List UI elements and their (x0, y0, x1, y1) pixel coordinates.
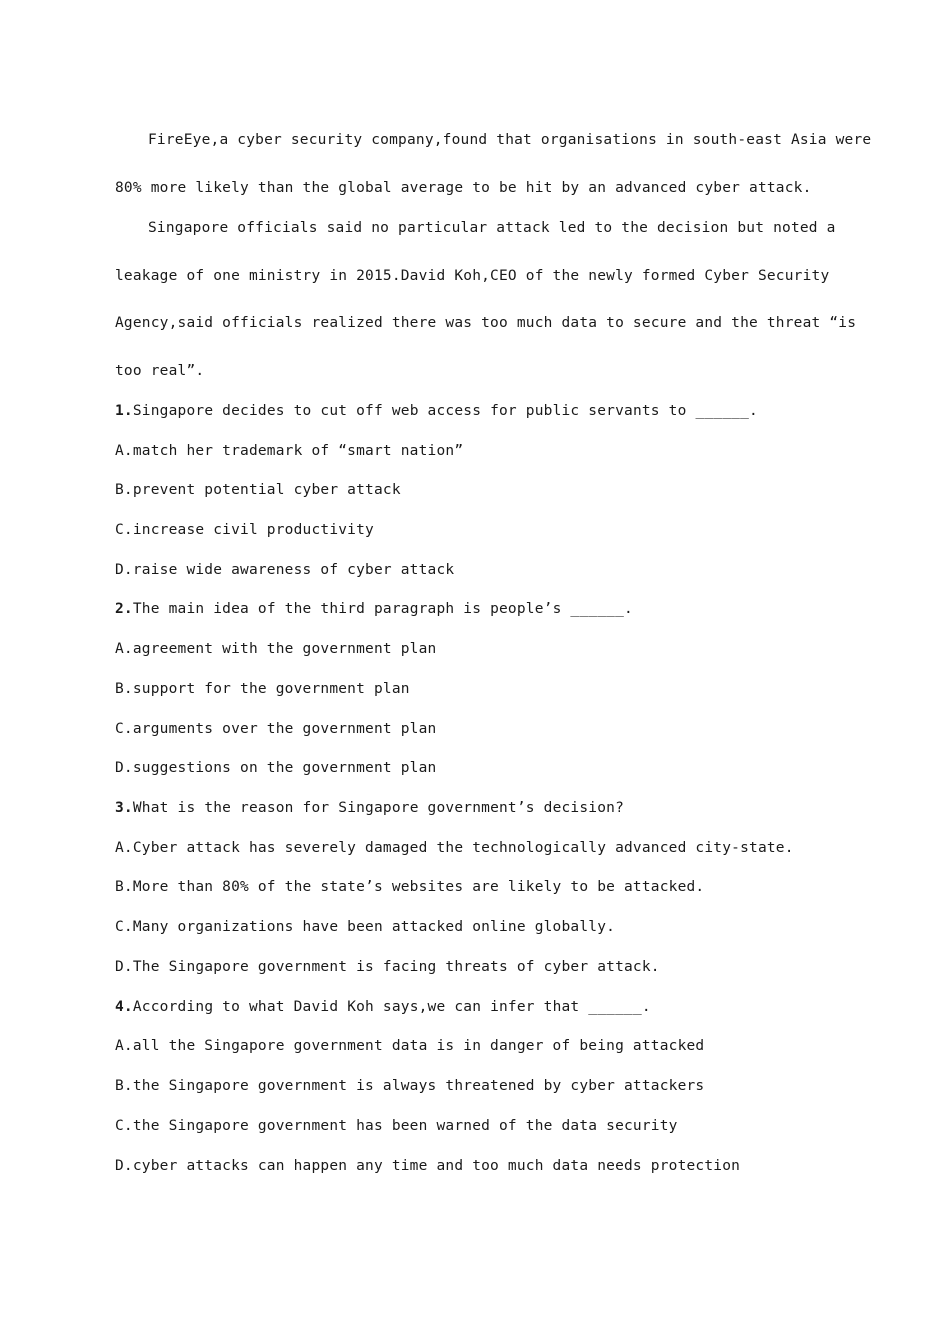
option-4d: D.cyber attacks can happen any time and too much data needs protection (115, 1158, 741, 1174)
option-4a: A.all the Singapore government data is in danger of being attacked (115, 1038, 705, 1054)
option-2b: B.support for the government plan (115, 681, 410, 697)
option-1d: D.raise wide awareness of cyber attack (115, 562, 455, 578)
question-3 (115, 800, 624, 816)
option-3d: D.The Singapore government is facing threats of cyber attack. (115, 959, 660, 975)
passage-line: FireEye,a cyber security company,found that organisations in south-east Asia were (148, 132, 872, 148)
option-4b: B.the Singapore government is always threatened by cyber attackers (115, 1078, 705, 1094)
question-number: 4. (115, 999, 133, 1015)
question-1 (115, 403, 758, 419)
option-1a: A.match her trademark of “smart nation” (115, 443, 464, 459)
option-3a: A.Cyber attack has severely damaged the technologically advanced city-state. (115, 840, 794, 856)
option-1b: B.prevent potential cyber attack (115, 482, 401, 498)
question-2 (115, 601, 633, 617)
passage-line: leakage of one ministry in 2015.David Koh,CEO of the newly formed Cyber Security (115, 268, 830, 284)
question-stem: What is the reason for Singapore government’s decision? (132, 800, 625, 816)
option-2a: A.agreement with the government plan (115, 641, 437, 657)
passage-line: Agency,said officials realized there was too much data to secure and the threat “is (115, 315, 857, 331)
option-3c: C.Many organizations have been attacked online globally. (115, 919, 616, 935)
question-stem: Singapore decides to cut off web access for public servants to ______. (132, 403, 758, 419)
question-number: 1. (115, 403, 133, 419)
question-4 (115, 999, 651, 1015)
option-2d: D.suggestions on the government plan (115, 760, 437, 776)
option-2c: C.arguments over the government plan (115, 721, 437, 737)
question-stem: The main idea of the third paragraph is people’s ______. (132, 601, 633, 617)
passage-line: too real”. (115, 363, 205, 379)
question-number: 3. (115, 800, 133, 816)
option-3b: B.More than 80% of the state’s websites are likely to be attacked. (115, 879, 705, 895)
option-4c: C.the Singapore government has been warned of the data security (115, 1118, 678, 1134)
question-stem: According to what David Koh says,we can infer that ______. (132, 999, 651, 1015)
passage-line: Singapore officials said no particular attack led to the decision but noted a (148, 220, 836, 236)
question-number: 2. (115, 601, 133, 617)
passage-line: 80% more likely than the global average to be hit by an advanced cyber attack. (115, 180, 812, 196)
option-1c: C.increase civil productivity (115, 522, 374, 538)
